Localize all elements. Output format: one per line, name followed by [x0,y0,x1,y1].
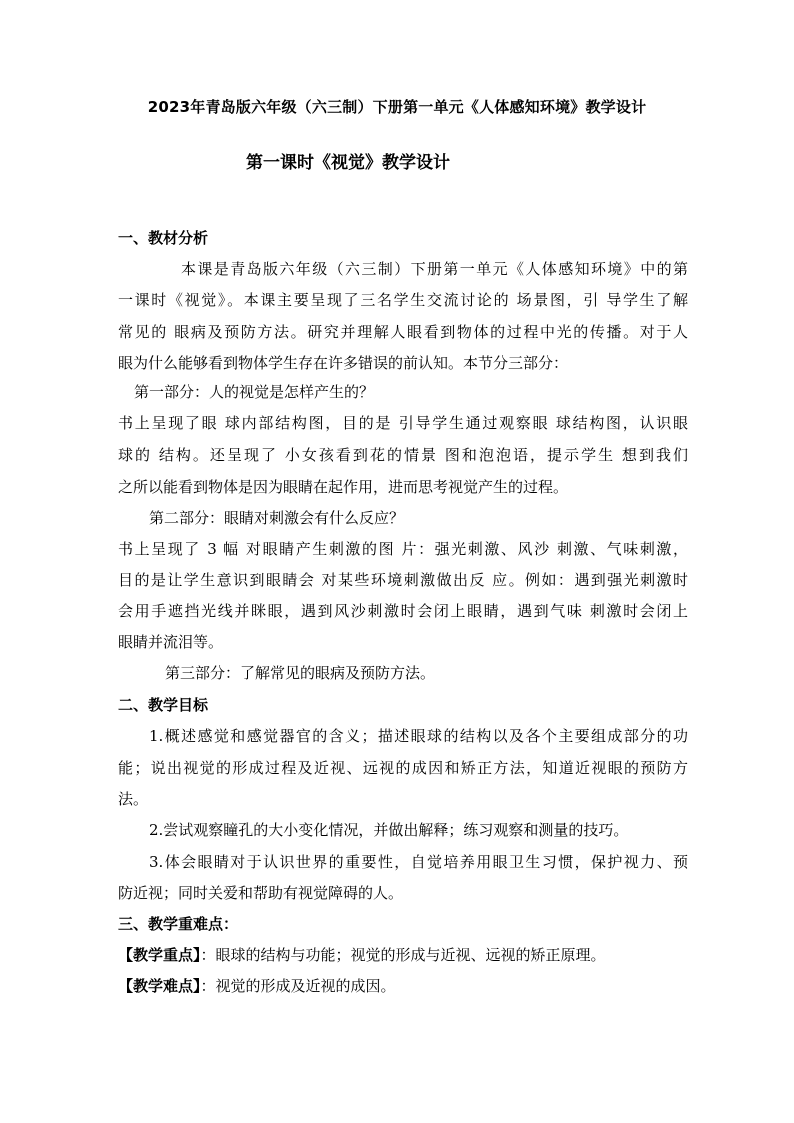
paragraph-line: 之所以能看到物体是因为眼睛在起作用，进而思考视觉产生的过程。 [118,478,569,496]
key-point-row [118,945,688,965]
paragraph-line: 一课时《视觉》。本课主要呈现了三名学生交流讨论的 场景图，引 导学生了解 [118,291,688,309]
paragraph-line: 目的是让学生意识到眼睛会 对某些环境刺激做出反 应。例如：遇到强光刺激时 [118,571,688,589]
paragraph-line: 书上呈现了 3 幅 对眼睛产生刺激的图 片：强光刺激、风沙 刺激、气味刺激， [118,540,688,558]
goal-line: 2.尝试观察瞳孔的大小变化情况，并做出解释；练习观察和测量的技巧。 [149,821,629,839]
key-point-text: ：眼球的结构与功能；视觉的形成与近视、远视的矫正原理。 [200,946,606,964]
paragraph-line: 球的 结构。还呈现了 小女孩看到花的情景 图和泡泡语，提示学生 想到我们 [118,446,688,464]
goal-line: 防近视；同时关爱和帮助有视觉障碍的人。 [118,884,404,902]
paragraph-line: 会用手遮挡光线并眯眼，遇到风沙刺激时会闭上眼睛，遇到气味 刺激时会闭上 [118,602,688,620]
section-heading-goals: 二、教学目标 [118,696,209,714]
difficult-point-text: ：视觉的形成及近视的成因。 [200,977,396,995]
difficult-point-label: 【教学难点】 [118,977,201,995]
section-heading-key-points: 三、教学重难点： [118,915,239,933]
paragraph-line: 书上呈现了眼 球内部结构图，目的是 引导学生通过观察眼 球结构图，认识眼 [118,414,688,432]
paragraph-line: 眼为什么能够看到物体学生存在许多错误的前认知。本节分三部分： [118,354,569,372]
goal-line: 能；说出视觉的形成过程及近视、远视的成因和矫正方法，知道近视眼的预防方 [118,759,688,777]
paragraph-line: 眼睛并流泪等。 [118,633,224,651]
paragraph-line: 常见的 眼病及预防方法。研究并理解人眼看到物体的过程中光的传播。对于人 [118,323,688,341]
key-point-label: 【教学重点】 [118,946,201,964]
paragraph-line: 本课是青岛版六年级（六三制）下册第一单元《人体感知环境》中的第 [181,260,688,278]
goal-line: 3.体会眼睛对于认识世界的重要性，自觉培养用眼卫生习惯，保护视力、预 [149,853,688,871]
part1-title: 第一部分：人的视觉是怎样产生的？ [134,383,375,401]
difficult-point-row [118,976,688,996]
section-heading-analysis: 一、教材分析 [118,229,209,247]
document-title: 2023年青岛版六年级（六三制）下册第一单元《人体感知环境》教学设计 [147,98,647,116]
goal-line: 1.概述感觉和感觉器官的含义；描述眼球的结构以及各个主要组成部分的功 [149,727,688,745]
part2-title: 第二部分：眼睛对刺激会有什么反应？ [149,509,405,527]
goal-line: 法。 [118,790,149,808]
part3-title: 第三部分：了解常见的眼病及预防方法。 [165,664,436,682]
lesson-subtitle: 第一课时《视觉》教学设计 [246,153,450,173]
